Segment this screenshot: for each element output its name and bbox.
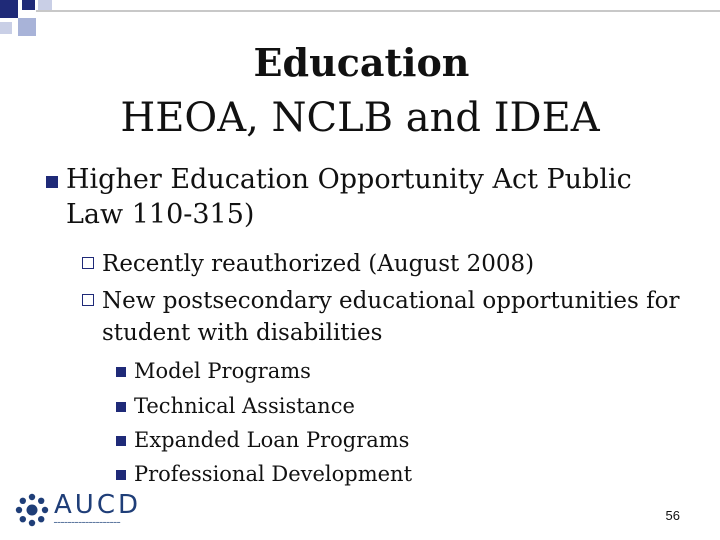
main-bullet-text: Higher Education Opportunity Act Public Law 110-315) [66,164,632,230]
sub-sub-bullet [116,461,412,487]
aucd-logo [14,488,154,532]
sub-bullet-text: Recently reauthorized (August 2008) [102,251,535,277]
logo-tagline-decoration: ━━━━━━━━━━━━━━━━━━━ [54,520,121,526]
aucd-logo-icon [14,492,50,528]
square-bullet-icon [116,470,126,480]
sub-sub-bullet [116,358,311,384]
page-number: 56 [665,508,680,523]
sub-bullet [82,248,682,280]
sub-sub-bullet [116,427,409,453]
sub-bullet [82,285,682,349]
sub-sub-bullet-text: Expanded Loan Programs [134,428,410,452]
logo-wordmark: AUCD [54,490,141,520]
square-bullet-icon [116,367,126,377]
hollow-square-bullet-icon [82,294,94,306]
sub-sub-bullet-text: Professional Development [134,462,413,486]
square-bullet-icon [116,402,126,412]
square-bullet-icon [116,436,126,446]
sub-sub-bullet-text: Technical Assistance [134,394,355,418]
header-rule [36,10,720,12]
hollow-square-bullet-icon [82,257,94,269]
sub-sub-bullet-text: Model Programs [134,359,311,383]
square-bullet-icon [46,176,58,188]
main-bullet [40,162,680,232]
sub-bullet-text: New postsecondary educational opportunities for student with disabilities [102,288,680,346]
sub-sub-bullet [116,393,355,419]
corner-square-decoration [0,0,18,18]
corner-square-decoration [0,22,12,34]
corner-square-decoration [18,18,36,36]
slide-title: Education [253,40,470,85]
slide-subtitle: HEOA, NCLB and IDEA [120,95,600,141]
corner-square-decoration [22,0,35,10]
